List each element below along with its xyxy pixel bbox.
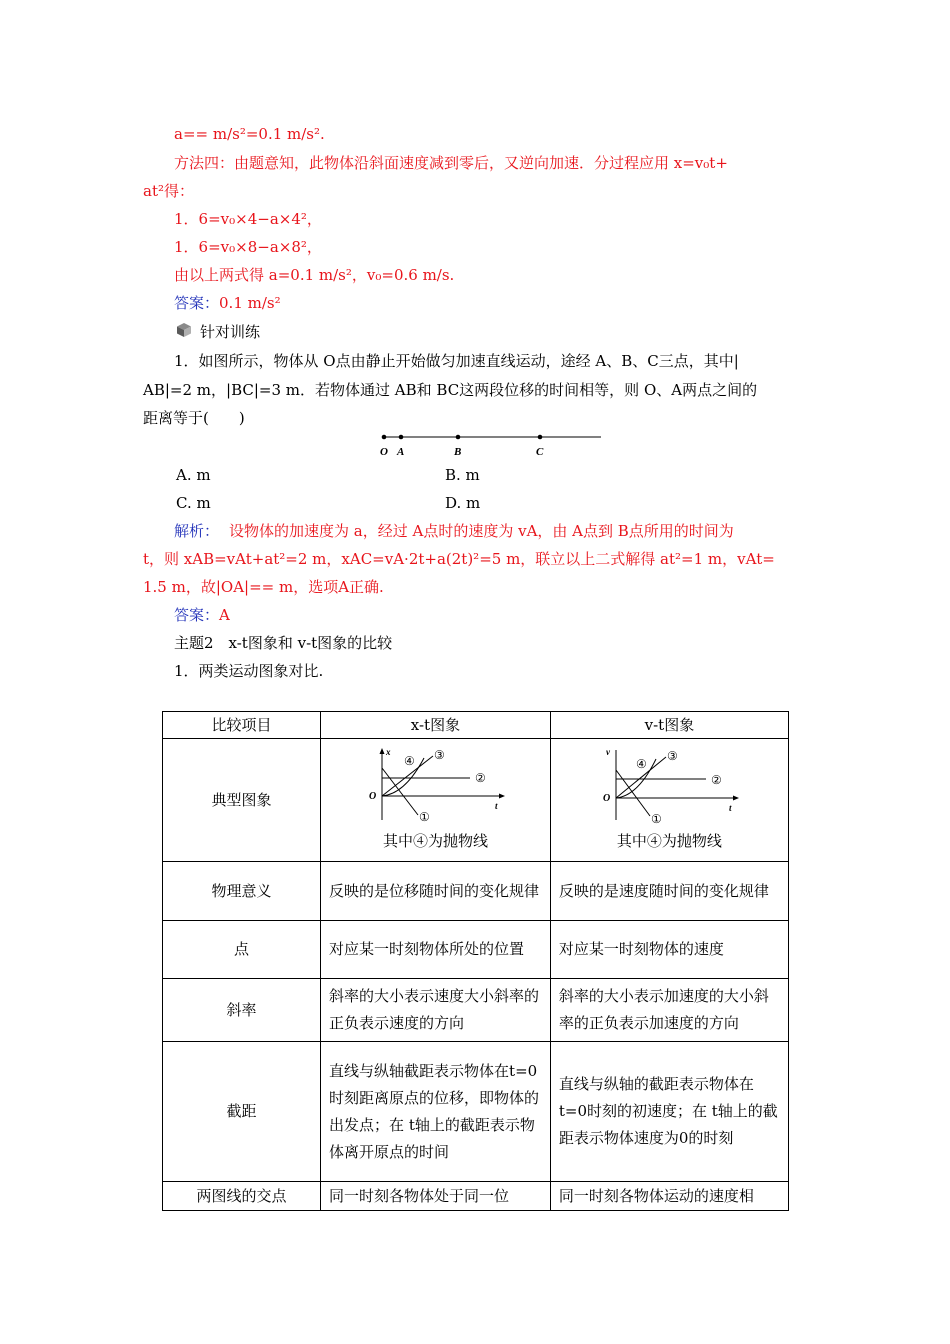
question-line3: 距离等于( ) — [143, 409, 245, 427]
comparison-table — [162, 711, 789, 1211]
xt-caption: 其中④为抛物线 — [382, 832, 488, 850]
cell-xt-point: 对应某一时刻物体所处的位置 — [321, 921, 551, 979]
cell-xt-intersection: 同一时刻各物体处于同一位 — [321, 1182, 551, 1211]
row-label-point: 点 — [163, 921, 321, 979]
cell-vt-meaning: 反映的是速度随时间的变化规律 — [550, 862, 788, 921]
row-label-graph: 典型图象 — [163, 739, 321, 862]
analysis-label: 解析： — [174, 522, 220, 540]
table-row — [163, 921, 789, 979]
table-header-row — [163, 712, 789, 739]
vt-axis-y-label: v — [606, 747, 611, 757]
point-b-dot — [456, 435, 461, 440]
xt-origin-label: O — [369, 791, 377, 802]
solution-line1: a== m/s²=0.1 m/s². — [174, 125, 325, 143]
xt-curve-4-label: ④ — [404, 754, 416, 768]
training-heading: 针对训练 — [200, 323, 261, 341]
xt-graph-cell — [321, 739, 551, 862]
point-o-dot — [382, 435, 387, 440]
point-a-dot — [399, 435, 404, 440]
equation-1: 1．6=v₀×4−a×4²， — [174, 210, 322, 228]
point-o-label: O — [380, 446, 388, 458]
point-c-label: C — [536, 446, 544, 458]
header-vt: v-t图象 — [550, 712, 788, 739]
topic-title: 主题2 x-t图象和 v-t图象的比较 — [174, 634, 393, 652]
vt-origin-label: O — [603, 793, 611, 804]
cube-icon — [176, 322, 192, 338]
answer-label: 答案： — [174, 294, 220, 312]
cell-xt-meaning: 反映的是位移随时间的变化规律 — [321, 862, 551, 921]
vt-graph-cell — [550, 739, 788, 862]
header-item: 比较项目 — [163, 712, 321, 739]
xt-curve-3-label: ③ — [434, 748, 446, 762]
point-c-dot — [538, 435, 543, 440]
option-b[interactable]: B. m — [445, 466, 480, 484]
solution-answer — [174, 293, 281, 313]
xt-graph — [360, 746, 510, 828]
question-line2: AB|=2 m，|BC|=3 m．若物体通过 AB和 BC这两段位移的时间相等，则 O、A两点之间的 — [143, 381, 758, 399]
training-answer-value: A — [219, 606, 230, 624]
xt-axis-y-label: x — [386, 747, 391, 757]
vt-curve-4-label: ④ — [636, 757, 648, 771]
xt-curve-2-label: ② — [475, 771, 487, 785]
analysis-line1 — [174, 521, 734, 541]
table-row — [163, 862, 789, 921]
vt-curve-3-label: ③ — [667, 749, 679, 763]
analysis-text1: 设物体的加速度为 a，经过 A点时的速度为 vA，由 A点到 B点所用的时间为 — [229, 522, 734, 540]
analysis-line2: t，则 xAB=vAt+at²=2 m，xAC=vA·2t+a(2t)²=5 m，联立以上二式解得 at²=1 m，vAt= — [143, 550, 775, 568]
xt-curve-1-label: ① — [419, 810, 431, 824]
option-c[interactable]: C. m — [176, 494, 211, 512]
row-label-intersection: 两图线的交点 — [163, 1182, 321, 1211]
xt-axis-x-label: t — [495, 801, 498, 811]
vt-axis-x-label: t — [729, 803, 732, 813]
training-answer — [174, 605, 230, 625]
table-row — [163, 979, 789, 1042]
point-a-label: A — [397, 446, 405, 458]
vt-curve-1-label: ① — [651, 812, 663, 826]
answer-value: 0.1 m/s² — [219, 294, 281, 312]
method4-line: 方法四：由题意知，此物体沿斜面速度减到零后，又逆向加速．分过程应用 x=v₀t+ — [174, 154, 728, 172]
row-label-intercept: 截距 — [163, 1042, 321, 1182]
point-b-label: B — [454, 446, 462, 458]
question-line1: 1．如图所示，物体从 O点由静止开始做匀加速直线运动，途经 A、B、C三点，其中| — [174, 352, 739, 370]
topic-subtitle: 1．两类运动图象对比. — [174, 662, 324, 680]
table-row — [163, 1042, 789, 1182]
option-a[interactable]: A. m — [176, 466, 211, 484]
row-label-slope: 斜率 — [163, 979, 321, 1042]
cell-xt-intercept: 直线与纵轴截距表示物体在t=0时刻距离原点的位移，即物体的出发点；在 t轴上的截距表示物体离开原点的时间 — [321, 1042, 551, 1182]
cell-xt-slope: 斜率的大小表示速度大小斜率的正负表示速度的方向 — [321, 979, 551, 1042]
equation-2: 1．6=v₀×8−a×8²， — [174, 238, 322, 256]
row-label-meaning: 物理意义 — [163, 862, 321, 921]
vt-caption: 其中④为抛物线 — [616, 832, 722, 850]
table-row — [163, 739, 789, 862]
cell-vt-intersection: 同一时刻各物体运动的速度相 — [550, 1182, 788, 1211]
vt-curve-2-label: ② — [711, 773, 723, 787]
analysis-line3: 1.5 m，故|OA|== m，选项A正确. — [143, 578, 384, 596]
number-line-diagram — [370, 428, 605, 460]
cell-vt-slope: 斜率的大小表示加速度的大小斜率的正负表示加速度的方向 — [550, 979, 788, 1042]
option-d[interactable]: D. m — [445, 494, 481, 512]
table-row — [163, 1182, 789, 1211]
header-xt: x-t图象 — [321, 712, 551, 739]
cell-vt-intercept: 直线与纵轴的截距表示物体在t=0时刻的初速度；在 t轴上的截距表示物体速度为0的时刻 — [550, 1042, 788, 1182]
solution-result: 由以上两式得 a=0.1 m/s²，v₀=0.6 m/s. — [174, 266, 455, 284]
training-answer-label: 答案： — [174, 606, 220, 624]
vt-graph — [594, 746, 744, 828]
cell-vt-point: 对应某一时刻物体的速度 — [550, 921, 788, 979]
method4-line-cont: at²得： — [143, 182, 194, 200]
